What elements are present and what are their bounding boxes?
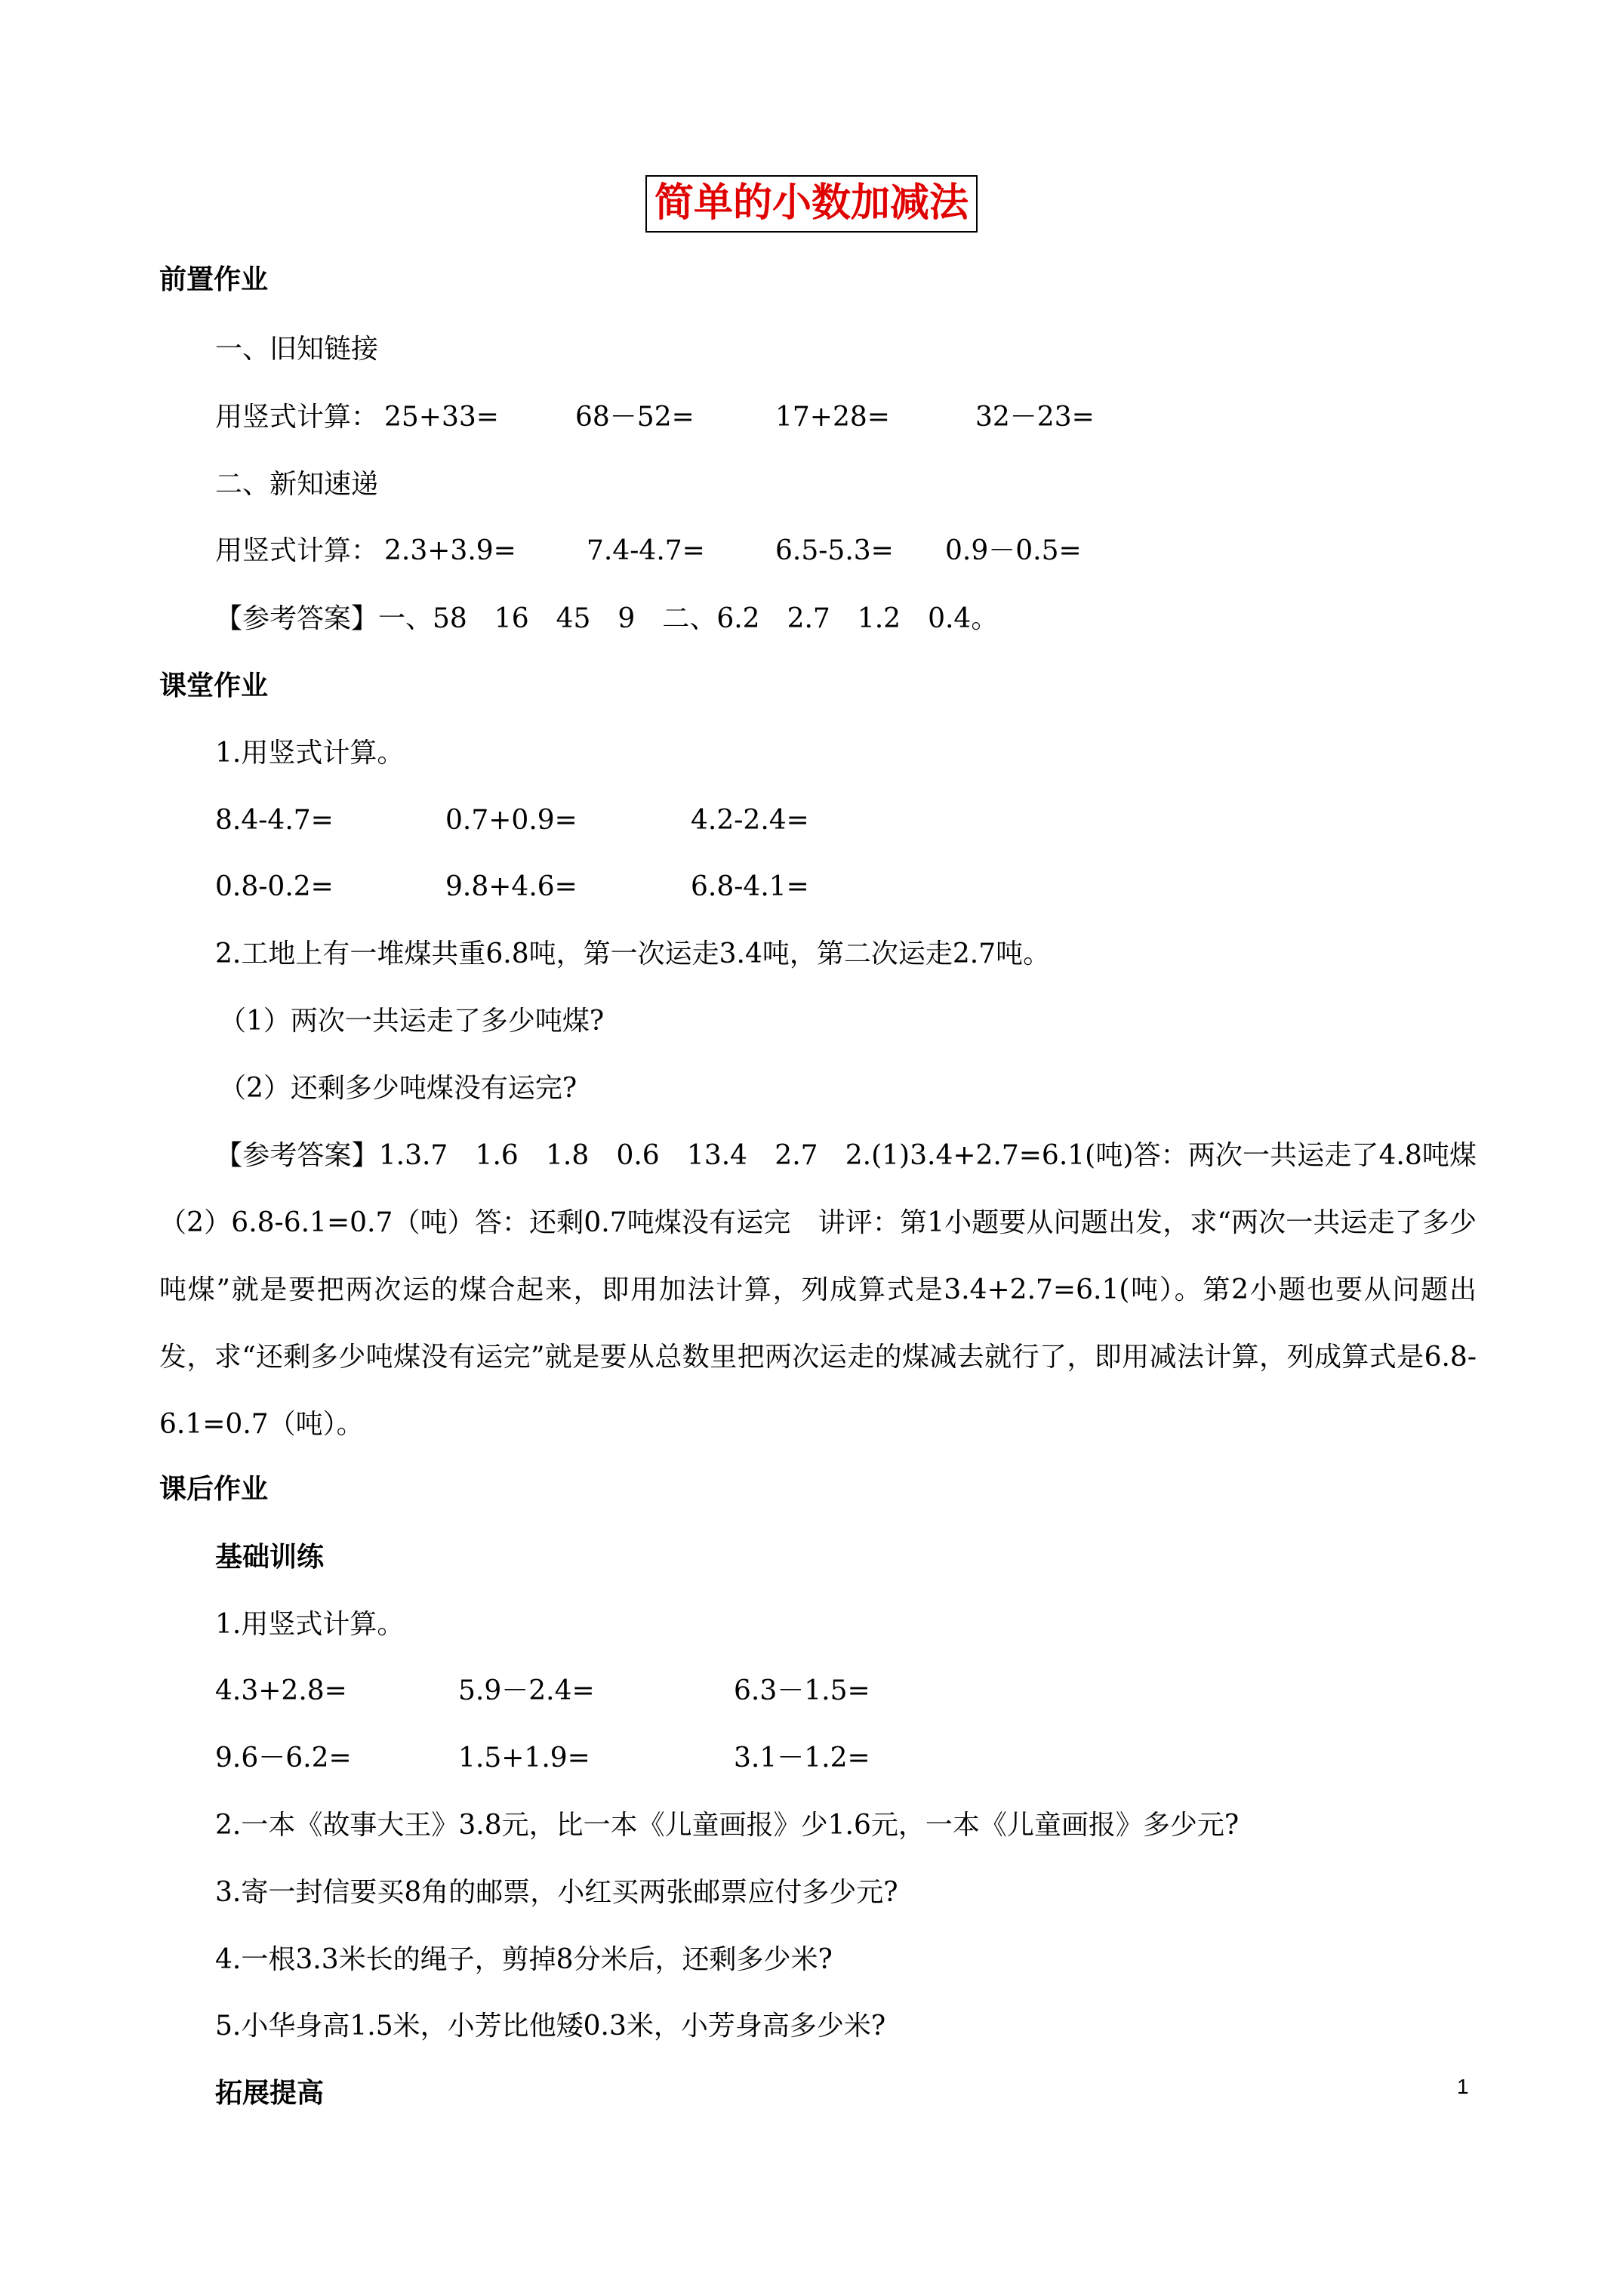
calc-item: 9.6－6.2= [215,1743,352,1774]
new-knowledge-prefix: 用竖式计算： [215,535,379,566]
after-q5: 5.小华身高1.5米，小芳比他矮0.3米，小芳身高多少米? [215,2011,886,2042]
calc-item: 4.3+2.8= [215,1675,347,1706]
after-row2 [215,1741,1498,1776]
calc-item: 3.1－1.2= [734,1743,870,1774]
page-title: 简单的小数加减法 [645,175,978,233]
page-number: 1 [1457,2075,1469,2098]
pre-answer: 【参考答案】一、58 16 45 9 二、6.2 2.7 1.2 0.4。 [215,603,999,634]
calc-item: 1.5+1.9= [458,1743,590,1774]
class-q2-sub2: （2）还剩多少吨煤没有运完? [219,1073,577,1104]
basic-training-heading: 基础训练 [215,1542,325,1573]
calc-item: 6.8-4.1= [691,871,809,902]
section-new-knowledge-title: 二、新知速递 [215,469,379,500]
class-answer [159,1122,1504,1458]
calc-item: 0.7+0.9= [445,805,577,836]
new-knowledge-item: 2.3+3.9= [384,535,516,566]
heading-class-homework: 课堂作业 [159,670,269,701]
old-knowledge-item: 25+33= [384,402,499,433]
after-q3: 3.寄一封信要买8角的邮票，小红买两张邮票应付多少元? [215,1877,898,1908]
calc-item: 4.2-2.4= [691,805,809,836]
class-q2: 2.工地上有一堆煤共重6.8吨，第一次运走3.4吨，第二次运走2.7吨。 [215,938,1051,969]
title-container [0,175,1623,233]
old-knowledge-item: 17+28= [775,402,890,433]
after-q1: 1.用竖式计算。 [215,1609,405,1640]
class-q1: 1.用竖式计算。 [215,738,405,769]
class-q2-sub1: （1）两次一共运走了多少吨煤? [219,1006,605,1037]
old-knowledge-row [215,400,1498,435]
class-answer-text: 【参考答案】1.3.7 1.6 1.8 0.6 13.4 2.7 2.(1)3.4+2.7=6.1(吨)答：两次一共运走了4.8吨煤 （2）6.8-6.1=0.7（吨）答：还剩0.7吨煤没有运完 讲评：第1小题要从问题出发，求“两次一共运走了多少吨煤”就是要把两次运的煤合起来，即用加法计算，列成算式是3.4+2.7=6.1(吨）。第2小题也要从问题出发，求“还剩多少吨煤没有运完”就是要从总数里把两次运走的煤减去就行了，即用减法计算，列成算式是6.8-6.1=0.7（吨）。 [159,1140,1504,1440]
after-q4: 4.一根3.3米长的绳子，剪掉8分米后，还剩多少米? [215,1944,833,1975]
calc-item: 9.8+4.6= [445,871,577,902]
class-row2 [215,870,1498,905]
new-knowledge-item: 0.9－0.5= [945,535,1082,566]
calc-item: 5.9－2.4= [458,1675,595,1706]
after-q2: 2.一本《故事大王》3.8元，比一本《儿童画报》少1.6元，一本《儿童画报》多少元? [215,1810,1240,1841]
heading-after-homework: 课后作业 [159,1474,269,1505]
extension-heading: 拓展提高 [215,2078,325,2109]
section-old-knowledge-title: 一、旧知链接 [215,334,379,365]
new-knowledge-row [215,534,1498,569]
after-row1 [215,1674,1498,1709]
class-row1 [215,803,1498,838]
new-knowledge-item: 6.5-5.3= [775,535,894,566]
calc-item: 0.8-0.2= [215,871,334,902]
heading-pre-homework: 前置作业 [159,264,269,295]
old-knowledge-prefix: 用竖式计算： [215,402,379,433]
old-knowledge-item: 68－52= [575,402,694,433]
calc-item: 8.4-4.7= [215,805,334,836]
new-knowledge-item: 7.4-4.7= [587,535,705,566]
calc-item: 6.3－1.5= [734,1675,870,1706]
old-knowledge-item: 32－23= [975,402,1095,433]
